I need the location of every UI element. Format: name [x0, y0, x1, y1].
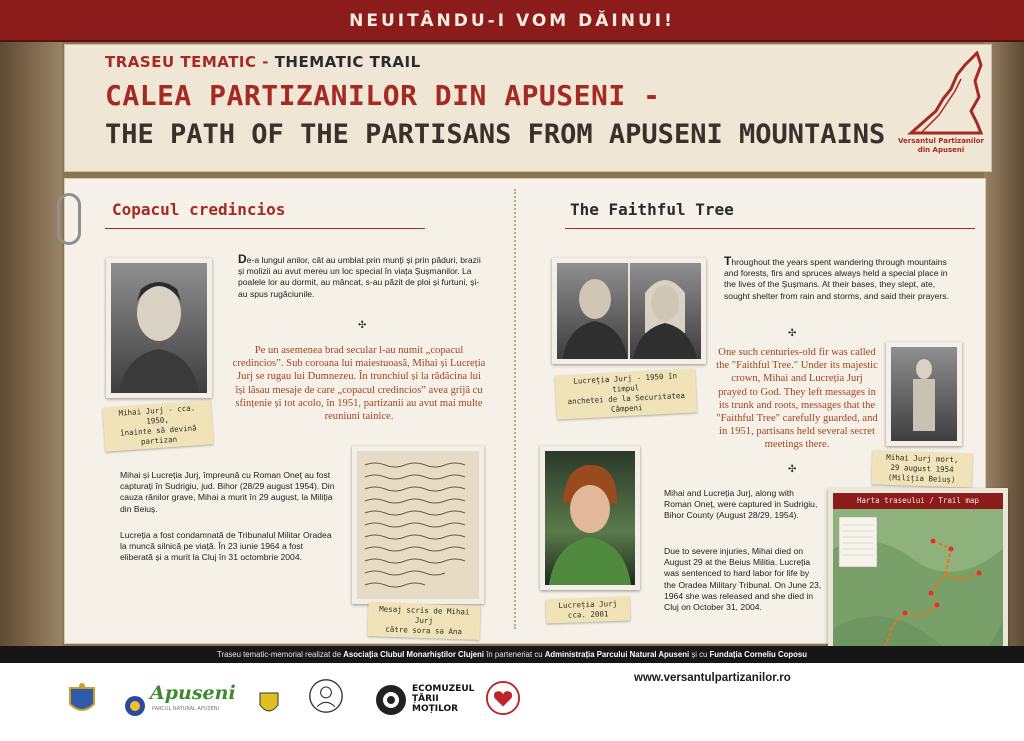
logo-caption [891, 137, 991, 155]
ecomuseum-line1: ECOMUZEUL [412, 684, 475, 694]
portrait-pair-placeholder-icon [557, 263, 701, 359]
kicker-separator: - [256, 53, 275, 71]
portrait-placeholder-icon [111, 263, 207, 393]
caption-lucretia-1950-line1: Lucreția Jurj - 1950 în timpul [573, 371, 678, 394]
caption-mihai-dead [871, 450, 972, 487]
cross-ornament-icon: ✣ [788, 328, 797, 339]
title-en: THE PATH OF THE PARTISANS FROM APUSENI MOUNTAINS [105, 119, 886, 150]
photo-mihai-dead [886, 342, 962, 446]
portrait-color-placeholder-icon [545, 451, 635, 585]
caption-letter-line1: Mesaj scris de Mihai Jurj [379, 604, 470, 626]
left-section-title: Copacul credincios [112, 200, 286, 219]
photo-lucretia-2001 [540, 446, 640, 590]
footer-t1: Traseu tematic-memorial realizat de [217, 650, 344, 659]
kicker-ro: TRASEU TEMATIC [105, 53, 257, 71]
left-capture-paragraph: Mihai și Lucreția Jurj, împreună cu Roman Oneț au fost capturați în Sudrigiu, jud. Bihor (28/29 august 1954). Din cauza rănilor grave, Mihai a murit în 29 august, la Miliția din Beiuș. [120, 470, 335, 514]
round-emblem-icon [124, 688, 146, 724]
motto-text: NEUITÂNDU-I VOM DĂINUI! [349, 11, 675, 31]
footer-t3: și cu [689, 650, 710, 659]
footer-t2: în parteneriat cu [484, 650, 545, 659]
footer-org3: Fundația Corneliu Coposu [709, 650, 807, 659]
website-link[interactable]: www.versantulpartizanilor.ro [634, 672, 791, 684]
caption-mihai-dead-line2: 29 august 1954 [890, 462, 954, 475]
right-intro-dropcap: T [724, 254, 732, 268]
ecomuseum-emblem-icon [374, 682, 408, 718]
photo-mihai-1950 [106, 258, 212, 398]
photo-lucretia-1950 [552, 258, 706, 364]
footer-org1: Asociația Clubul Monarhiștilor Clujeni [343, 650, 485, 659]
trail-map-title: Harta traseului / Trail map [833, 493, 1003, 509]
caption-letter [367, 602, 480, 640]
folder-left-edge [0, 0, 62, 650]
caption-letter-line2: către sora sa Ana [385, 624, 463, 637]
coat-of-arms-icon [64, 682, 100, 718]
logo-caption-line2: din Apuseni [917, 146, 965, 154]
paperclip-icon [57, 193, 81, 245]
right-intro-text: hroughout the years spent wandering through mountains and forests, firs and spruces always held a special place in the lives of the Șușmans. At their bases, they slept, ate, sought shelter from rain and storms, and said their prayers. [724, 257, 949, 301]
footer-org2: Administrația Parcului Natural Apuseni [544, 650, 690, 659]
caption-mihai-dead-line1: Mihai Jurj mort, [886, 452, 959, 465]
caption-lucretia-1950-line2: anchetei de la Securitatea Câmpeni [567, 390, 686, 414]
right-sentence-paragraph: Due to severe injuries, Mihai died on August 29 at the Beius Militia. Lucreția was sentenced to hard labor for life by the Oradea Military Tribunal. On June 23, 1964 she was released and she died in Cluj on October 31, 2004. [664, 546, 822, 613]
left-sentence-paragraph: Lucreția a fost condamnată de Tribunalul Militar Oradea la muncă silnică pe viață. În 23 iunie 1964 a fost eliberată și a murit la Cluj în 31 octombrie 2004. [120, 530, 332, 563]
caption-lucretia-1950 [555, 368, 697, 419]
mountain-logo-icon [891, 51, 991, 137]
letter-scan [352, 446, 484, 604]
left-intro-paragraph [238, 254, 482, 300]
caption-lucretia-2001-line1: Lucreția Jurj [558, 598, 618, 611]
left-title-underline [105, 228, 425, 229]
handwriting-icon [357, 451, 479, 599]
title-ro: CALEA PARTIZANILOR DIN APUSENI - [105, 79, 661, 112]
caption-lucretia-2001 [546, 597, 631, 624]
right-intro-paragraph [724, 256, 960, 302]
logo-caption-line1: Versantul Partizanilor [898, 137, 984, 145]
left-intro-text: e-a lungul anilor, cât au umblat prin munți și prin păduri, brazii și molizii au avut mereu un loc special în viața Șușmanilor. La poalele lor au dormit, au mâncat, s-au păzit de ploi și furtuni, și-au spus rugăciunile. [238, 255, 481, 299]
trail-kicker [105, 53, 421, 71]
right-capture-paragraph: Mihai and Lucreția Jurj, along with Roman Oneț, were captured in Sudrigiu, Bihor County (August 28/29, 1954). [664, 488, 818, 521]
caption-mihai-1950 [103, 400, 214, 451]
cross-ornament-icon: ✣ [358, 320, 367, 331]
apuseni-logo-subtitle: PARCUL NATURAL APUSENI [152, 706, 220, 712]
ecomuseum-logo-text [412, 684, 474, 714]
small-crest-icon [258, 686, 280, 722]
right-quote: One such centuries-old fir was called the "Faithful Tree." Under its majestic crown, Mihai and Lucreția Jurj prayed to God. They left messages in its trunk and roots, messages that the "Faithful Tree" carefully guarded, and in 1951, partisans held several secret meetings there. [716, 347, 878, 451]
caption-lucretia-2001-line2: cca. 2001 [567, 609, 609, 620]
caption-mihai-1950-line2: înainte să devină partizan [119, 423, 197, 447]
caption-mihai-dead-line3: (Miliția Beiuș) [887, 472, 956, 485]
cross-ornament-icon: ✣ [788, 464, 797, 475]
heart-badge-icon [484, 680, 522, 716]
figure-placeholder-icon [891, 347, 957, 441]
footer-credits [0, 646, 1024, 663]
right-section-title: The Faithful Tree [570, 200, 734, 219]
left-intro-dropcap: D [238, 252, 247, 266]
partisans-logo [891, 51, 991, 167]
header-panel [64, 44, 992, 172]
apuseni-logo-text: Apuseni [150, 682, 236, 704]
kicker-en: THEMATIC TRAIL [274, 53, 421, 71]
ecomuseum-line2: ȚĂRII [412, 694, 439, 704]
caption-mihai-1950-line1: Mihai Jurj - cca. 1950, [118, 403, 196, 426]
ecomuseum-line3: MOȚILOR [412, 704, 459, 714]
left-quote: Pe un asemenea brad secular l-au numit „copacul credincios”. Sub coroana lui maiestuoasă, Mihai și Lucreția Jurj se rugau lui Dumnezeu. În trunchiul și la rădăcina lui își lăsau mesaje de care „copacul credincios” avea grijă cu sfințenie și tot acolo, în 1951, partizanii au avut mai multe reuniuni tainice. [232, 345, 486, 423]
coposu-foundation-icon [306, 678, 346, 714]
column-divider [514, 189, 516, 629]
right-title-underline [565, 228, 975, 229]
